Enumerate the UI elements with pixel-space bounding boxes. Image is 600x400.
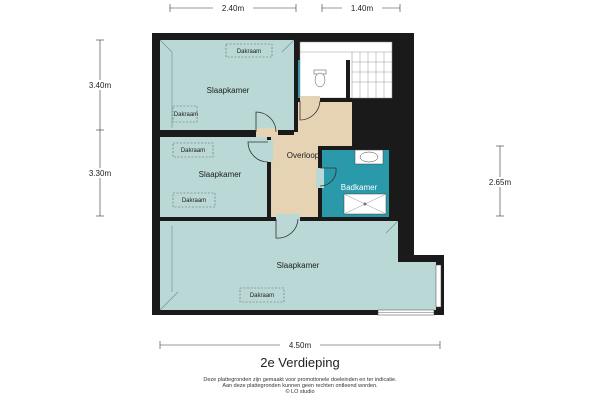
shower-icon [344, 194, 386, 214]
label-skylight-top: Dakraam [236, 49, 262, 55]
window-right [436, 265, 441, 307]
label-slaapkamer-top: Slaapkamer [206, 86, 250, 95]
label-slaapkamer-bottom: Slaapkamer [276, 261, 320, 270]
disclaimer-line-1: Deze plattegronden zijn gemaakt voor promotionele doeleinden en ter indicatie. [203, 377, 397, 383]
label-skylight-middle-top: Dakraam [180, 148, 206, 154]
floor-title: 2e Verdieping [260, 355, 340, 370]
window-bottom-right [378, 310, 434, 315]
label-wc: WC [313, 89, 327, 98]
label-skylight-middle-bottom: Dakraam [181, 198, 207, 204]
label-badkamer: Badkamer [340, 183, 378, 192]
dim-right: 2.65m [488, 178, 512, 187]
label-overloop: Overloop [286, 151, 320, 160]
label-skylight-upper-left: Dakraam [173, 112, 199, 118]
dim-bottom: 4.50m [288, 341, 312, 350]
dim-left-upper: 3.40m [88, 81, 112, 90]
dim-top-right: 1.40m [350, 4, 374, 13]
dim-top-left: 2.40m [221, 4, 245, 13]
sink-icon [355, 150, 383, 164]
label-skylight-bottom: Dakraam [249, 293, 275, 299]
disclaimer-line-2: Aan deze plattegronden kunnen geen rechten ontleend worden. [222, 383, 378, 389]
dim-left-lower: 3.30m [88, 169, 112, 178]
disclaimer-line-3: © LO studio [285, 389, 315, 395]
label-slaapkamer-middle: Slaapkamer [198, 170, 242, 179]
